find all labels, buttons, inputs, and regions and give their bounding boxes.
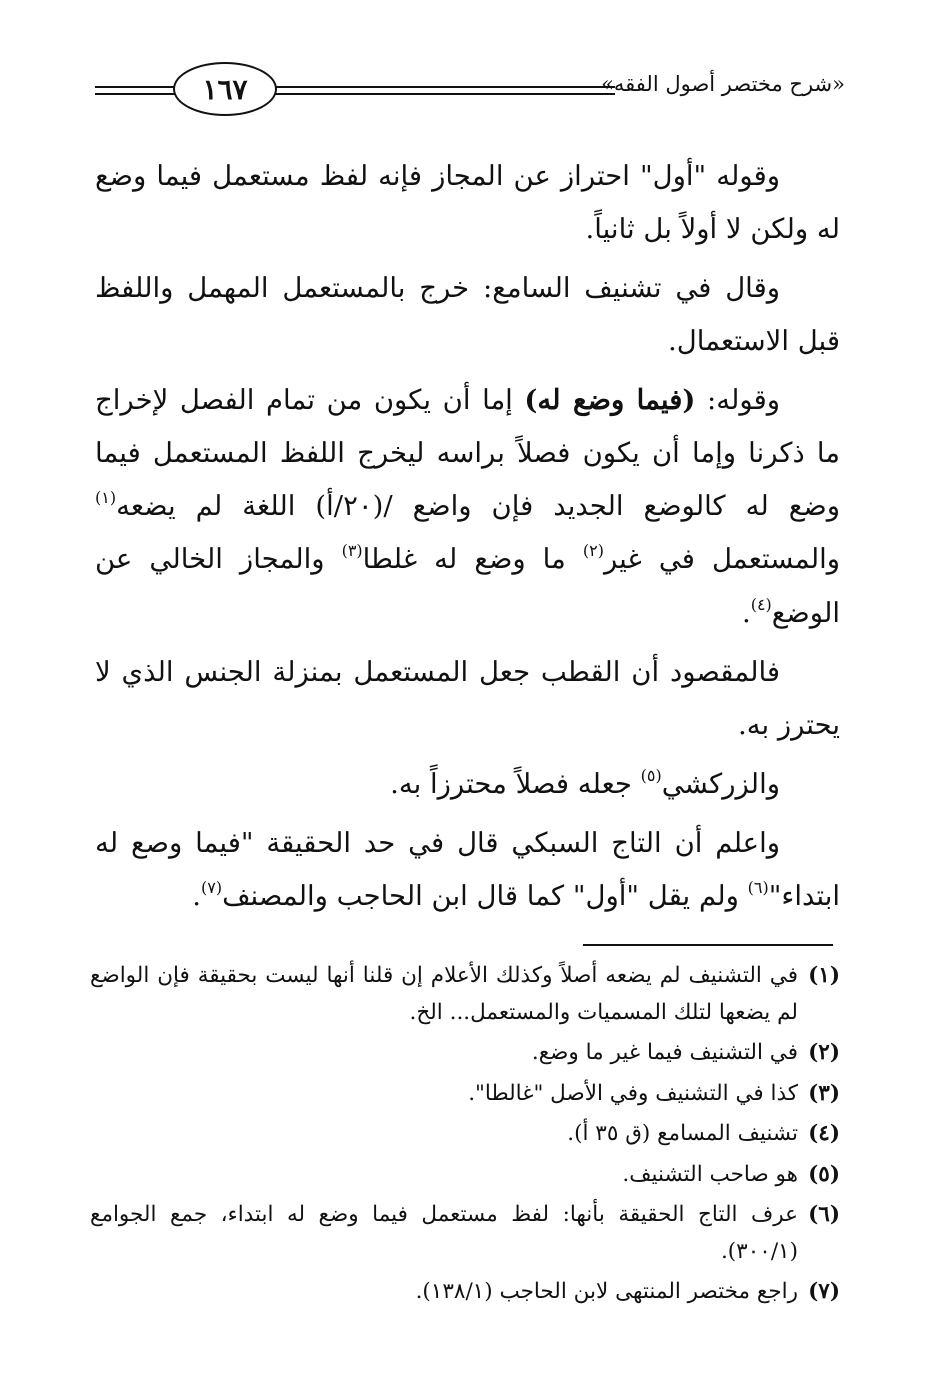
paragraph-text: . bbox=[192, 879, 201, 912]
footnote-text: تشنيف المسامع (ق ٣٥ أ). bbox=[567, 1121, 798, 1147]
footnote bbox=[90, 1035, 840, 1072]
footnote-ref[interactable]: (١) bbox=[95, 488, 117, 508]
footnote-text: عرف التاج الحقيقة بأنها: لفظ مستعمل فيما وضع له ابتداء، جمع الجوامع (٣٠٠/١). bbox=[90, 1202, 798, 1264]
paragraph: وقال في تشنيف السامع: خرج بالمستعمل المهمل واللفظ قبل الاستعمال. bbox=[95, 272, 840, 358]
header-rule-middle bbox=[270, 86, 615, 88]
paragraph: فالمقصود أن القطب جعل المستعمل بمنزلة الجنس الذي لا يحترز به. bbox=[95, 655, 840, 741]
footnotes bbox=[90, 958, 840, 1315]
footnote bbox=[90, 1076, 840, 1113]
running-title: «شرح مختصر أصول الفقه» bbox=[601, 72, 845, 96]
footnote-number: (١) bbox=[808, 963, 840, 988]
footnote bbox=[90, 1116, 840, 1153]
paragraph bbox=[95, 817, 840, 923]
paragraph-text: ولم يقل "أول" كما قال ابن الحاجب والمصنف bbox=[222, 879, 748, 912]
paragraph-text: والزركشي bbox=[661, 767, 780, 800]
paragraph-text: والمجاز الخالي عن الوضع bbox=[95, 543, 840, 629]
header-rule-left bbox=[95, 86, 180, 88]
main-text bbox=[95, 150, 840, 929]
footnote bbox=[90, 958, 840, 1031]
footnote bbox=[90, 1157, 840, 1194]
footnote-ref[interactable]: (٥) bbox=[640, 765, 662, 785]
footnote-number: (٦) bbox=[808, 1202, 840, 1228]
paragraph-text: ما وضع له غلطا bbox=[362, 543, 583, 576]
quoted-term: (فيما وضع له) bbox=[524, 384, 696, 417]
footnote-text: في التشنيف لم يضعه أصلاً وكذلك الأعلام إن قلنا أنها ليست بحقيقة فإن الواضع لم يضعها لتلك المسميات والمستعمل... الخ. bbox=[90, 963, 798, 1025]
header-rule-left-lower bbox=[95, 93, 180, 95]
paragraph-text: إما أن يكون من تمام الفصل لإخراج ما ذكرنا وإما أن يكون فصلاً براسه ليخرج اللفظ المستعمل فيما وضع له كالوضع الجديد فإن واضع /(٢٠/أ) اللغة لم يضعه bbox=[95, 384, 840, 523]
header-rule-middle-lower bbox=[270, 93, 615, 95]
footnote-text: راجع مختصر المنتهى لابن الحاجب (١٣٨/١). bbox=[415, 1279, 798, 1305]
footnote-separator bbox=[583, 944, 833, 946]
footnote-number: (٥) bbox=[808, 1161, 840, 1187]
footnote-ref[interactable]: (٤) bbox=[750, 594, 772, 614]
footnote-ref[interactable]: (٣) bbox=[341, 541, 363, 561]
page-header bbox=[95, 62, 845, 122]
paragraph-text: . bbox=[741, 596, 751, 629]
footnote-text: في التشنيف فيما غير ما وضع. bbox=[531, 1040, 798, 1066]
paragraph bbox=[95, 374, 840, 639]
paragraph-text: واعلم أن التاج السبكي قال في حد الحقيقة "فيما وصع له ابتداء" bbox=[95, 826, 840, 912]
footnote-text: هو صاحب التشنيف. bbox=[622, 1161, 798, 1187]
paragraph: وقوله "أول" احتراز عن المجاز فإنه لفظ مستعمل فيما وضع له ولكن لا أولاً بل ثانياً. bbox=[95, 160, 840, 246]
paragraph bbox=[95, 758, 840, 811]
footnote-number: (٣) bbox=[808, 1080, 840, 1106]
paragraph-text: والمستعمل في غير bbox=[603, 543, 840, 576]
footnote-number: (٤) bbox=[808, 1121, 840, 1147]
page-number: ١٦٧ bbox=[202, 72, 248, 106]
paragraph-text: جعله فصلاً محترزاً به. bbox=[390, 767, 641, 800]
footnote-number: (٢) bbox=[808, 1040, 840, 1066]
page-number-oval bbox=[173, 62, 277, 116]
footnote bbox=[90, 1274, 840, 1311]
footnote-ref[interactable]: (٦) bbox=[747, 877, 769, 897]
footnote-ref[interactable]: (٧) bbox=[201, 877, 223, 897]
footnote-number: (٧) bbox=[808, 1279, 840, 1305]
footnote-text: كذا في التشنيف وفي الأصل "غالطا". bbox=[468, 1080, 798, 1106]
footnote-ref[interactable]: (٢) bbox=[582, 541, 604, 561]
paragraph-lead: وقوله: bbox=[695, 384, 780, 417]
footnote bbox=[90, 1197, 840, 1270]
